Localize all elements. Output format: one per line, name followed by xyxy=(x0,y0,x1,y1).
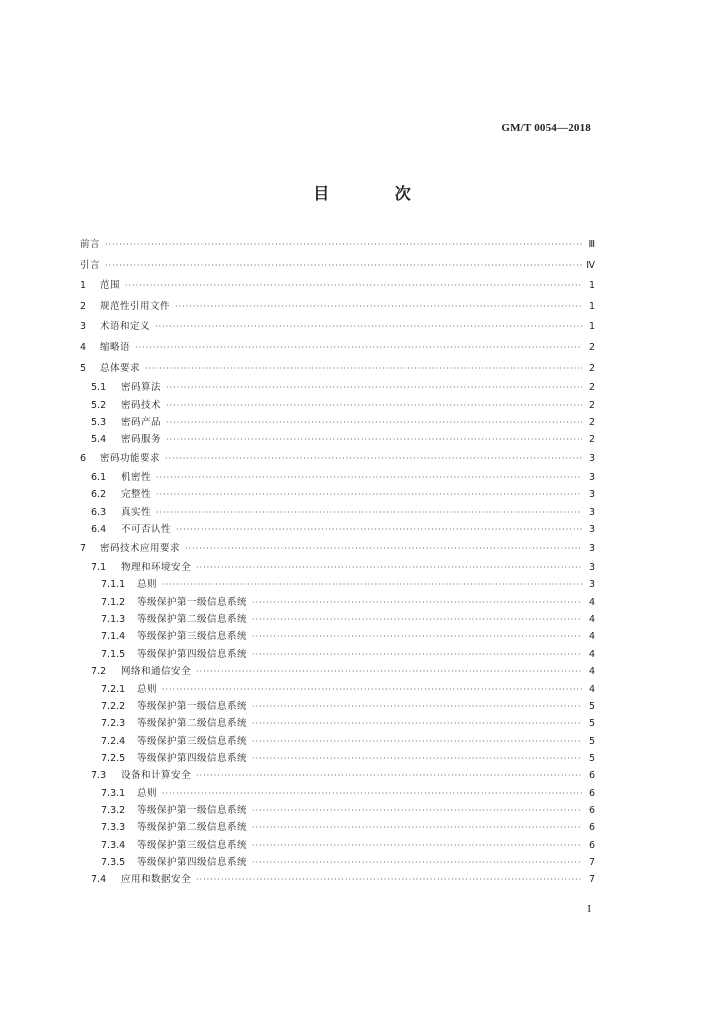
toc-entry-label: 等级保护第二级信息系统 xyxy=(137,822,248,834)
toc-entry[interactable] xyxy=(80,559,595,576)
toc-leader-dots xyxy=(252,715,582,732)
toc-entry-page: 2 xyxy=(588,362,595,374)
toc-leader-dots xyxy=(252,802,582,819)
toc-entry-label: 密码技术 xyxy=(121,399,162,411)
toc-leader-dots xyxy=(162,681,582,698)
toc-leader-dots xyxy=(176,521,582,538)
toc-entry-page: 6 xyxy=(588,839,595,851)
toc-entry[interactable] xyxy=(80,431,595,448)
toc-entry[interactable] xyxy=(80,317,595,338)
toc-entry-page: 3 xyxy=(588,452,595,464)
toc-entry[interactable] xyxy=(80,871,595,888)
toc-entry[interactable] xyxy=(80,594,595,611)
toc-entry-page: 1 xyxy=(588,280,595,292)
toc-entry-label: 完整性 xyxy=(121,489,152,501)
toc-entry-label: 等级保护第三级信息系统 xyxy=(137,631,248,643)
toc-entry-label: 不可否认性 xyxy=(121,524,172,536)
toc-leader-dots xyxy=(166,397,582,414)
toc-entry-page: 3 xyxy=(588,562,595,574)
toc-entry-page: Ⅳ xyxy=(586,259,595,271)
toc-entry-number: 7.2.2 xyxy=(101,700,126,712)
toc-entry-label: 总则 xyxy=(137,579,158,591)
toc-entry[interactable] xyxy=(80,359,595,380)
toc-entry-page: 6 xyxy=(588,804,595,816)
toc-entry-label: 应用和数据安全 xyxy=(121,874,192,886)
toc-entry-number: 5.3 xyxy=(91,416,107,428)
toc-entry-label: 总则 xyxy=(137,787,158,799)
toc-entry[interactable] xyxy=(80,750,595,767)
toc-entry-page: 7 xyxy=(588,856,595,868)
toc-leader-dots xyxy=(156,486,582,503)
toc-entry-number: 7 xyxy=(80,542,87,554)
toc-leader-dots xyxy=(166,379,582,396)
toc-entry-label: 密码技术应用要求 xyxy=(100,542,181,554)
toc-entry-page: 3 xyxy=(588,472,595,484)
toc-entry-page: 4 xyxy=(588,614,595,626)
toc-entry-label: 网络和通信安全 xyxy=(121,666,192,678)
toc-leader-dots xyxy=(196,663,582,680)
toc-entry-page: 3 xyxy=(588,506,595,518)
toc-entry-number: 5.1 xyxy=(91,382,107,394)
toc-entry[interactable] xyxy=(80,767,595,784)
toc-entry[interactable] xyxy=(80,819,595,836)
toc-entry-page: 1 xyxy=(588,300,595,312)
toc-entry[interactable] xyxy=(80,469,595,486)
toc-entry-number: 6 xyxy=(80,452,87,464)
toc-entry-number: 7.1.4 xyxy=(101,631,126,643)
toc-entry[interactable] xyxy=(80,521,595,538)
toc-entry[interactable] xyxy=(80,854,595,871)
toc-entry-number: 7.2 xyxy=(91,666,107,678)
toc-entry-number: 7.1 xyxy=(91,562,107,574)
toc-leader-dots xyxy=(185,539,582,560)
toc-entry-label: 机密性 xyxy=(121,472,152,484)
toc-entry-label: 范围 xyxy=(100,280,121,292)
toc-entry-label: 缩略语 xyxy=(100,341,131,353)
toc-entry-label: 等级保护第一级信息系统 xyxy=(137,700,248,712)
toc-leader-dots xyxy=(252,628,582,645)
toc-entry-number: 7.2.4 xyxy=(101,735,126,747)
toc-entry[interactable] xyxy=(80,715,595,732)
toc-entry[interactable] xyxy=(80,235,595,256)
toc-entry-label: 等级保护第二级信息系统 xyxy=(137,614,248,626)
toc-leader-dots xyxy=(105,235,582,256)
toc-entry-page: 6 xyxy=(588,770,595,782)
toc-entry-number: 6.4 xyxy=(91,524,107,536)
toc-leader-dots xyxy=(162,785,582,802)
toc-entry-number: 5 xyxy=(80,362,87,374)
toc-entry[interactable] xyxy=(80,486,595,503)
toc-entry-number: 7.3.4 xyxy=(101,839,126,851)
toc-leader-dots xyxy=(156,504,582,521)
toc-entry-label: 引言 xyxy=(80,259,101,271)
toc-entry[interactable] xyxy=(80,733,595,750)
toc-entry-page: 3 xyxy=(588,542,595,554)
toc-entry-number: 7.2.5 xyxy=(101,752,126,764)
toc-leader-dots xyxy=(252,698,582,715)
toc-entry-page: 2 xyxy=(588,399,595,411)
page-title: 目 次 xyxy=(313,184,441,203)
toc-entry-number: 5.4 xyxy=(91,434,107,446)
toc-entry-label: 密码算法 xyxy=(121,382,162,394)
toc-entry-page: 6 xyxy=(588,787,595,799)
toc-leader-dots xyxy=(252,646,582,663)
toc-leader-dots xyxy=(196,767,582,784)
toc-entry-label: 密码产品 xyxy=(121,416,162,428)
toc-entry-page: 5 xyxy=(588,752,595,764)
toc-entry[interactable] xyxy=(80,837,595,854)
toc-entry-label: 物理和环境安全 xyxy=(121,562,192,574)
toc-entry-page: 4 xyxy=(588,683,595,695)
toc-entry-label: 总体要求 xyxy=(100,362,141,374)
toc-entry[interactable] xyxy=(80,379,595,396)
toc-leader-dots xyxy=(196,559,582,576)
toc-entry-label: 等级保护第四级信息系统 xyxy=(137,752,248,764)
toc-entry-label: 等级保护第四级信息系统 xyxy=(137,648,248,660)
toc-entry[interactable] xyxy=(80,611,595,628)
toc-entry-page: 6 xyxy=(588,822,595,834)
toc-entry-number: 7.1.2 xyxy=(101,596,126,608)
toc-entry-label: 规范性引用文件 xyxy=(100,300,171,312)
toc-entry[interactable] xyxy=(80,576,595,593)
toc-leader-dots xyxy=(252,750,582,767)
page-number: I xyxy=(587,903,591,915)
toc-entry-page: 1 xyxy=(588,321,595,333)
toc-entry-page: 2 xyxy=(588,382,595,394)
toc-leader-dots xyxy=(175,297,582,318)
toc-entry-number: 3 xyxy=(80,321,87,333)
toc-leader-dots xyxy=(252,854,582,871)
toc-entry-number: 6.2 xyxy=(91,489,107,501)
toc-entry-number: 7.4 xyxy=(91,874,107,886)
toc-entry-number: 7.1.3 xyxy=(101,614,126,626)
toc-entry-page: 4 xyxy=(588,596,595,608)
toc-entry-label: 密码功能要求 xyxy=(100,452,161,464)
toc-entry-label: 总则 xyxy=(137,683,158,695)
toc-entry-number: 7.3.5 xyxy=(101,856,126,868)
toc-entry-number: 6.3 xyxy=(91,506,107,518)
toc-leader-dots xyxy=(156,469,582,486)
toc-entry[interactable] xyxy=(80,397,595,414)
toc-entry-page: 5 xyxy=(588,718,595,730)
toc-leader-dots xyxy=(252,611,582,628)
toc-entry-number: 2 xyxy=(80,300,87,312)
toc-entry[interactable] xyxy=(80,338,595,359)
toc-entry-page: Ⅲ xyxy=(588,239,595,250)
toc-entry[interactable] xyxy=(80,414,595,431)
toc-leader-dots xyxy=(252,733,582,750)
toc-leader-dots xyxy=(252,819,582,836)
toc-leader-dots xyxy=(145,359,582,380)
toc-entry-number: 7.2.3 xyxy=(101,718,126,730)
toc-entry-page: 4 xyxy=(588,631,595,643)
toc-entry-number: 6.1 xyxy=(91,472,107,484)
toc-entry-page: 4 xyxy=(588,648,595,660)
toc-entry-page: 7 xyxy=(588,874,595,886)
toc-entry[interactable] xyxy=(80,297,595,318)
toc-entry-label: 等级保护第三级信息系统 xyxy=(137,735,248,747)
toc-entry-page: 5 xyxy=(588,735,595,747)
toc-entry[interactable] xyxy=(80,785,595,802)
toc-entry-number: 7.3.2 xyxy=(101,804,126,816)
toc-entry-label: 设备和计算安全 xyxy=(121,770,192,782)
toc-entry-label: 术语和定义 xyxy=(100,321,151,333)
toc-entry[interactable] xyxy=(80,646,595,663)
toc-leader-dots xyxy=(135,338,582,359)
toc-entry[interactable] xyxy=(80,539,595,560)
toc-entry-page: 3 xyxy=(588,489,595,501)
toc-entry-page: 3 xyxy=(588,524,595,536)
toc-entry-page: 2 xyxy=(588,434,595,446)
toc-entry-number: 7.1.5 xyxy=(101,648,126,660)
toc-entry[interactable] xyxy=(80,802,595,819)
toc-leader-dots xyxy=(196,871,582,888)
table-of-contents xyxy=(80,235,595,889)
toc-leader-dots xyxy=(155,317,582,338)
toc-entry-page: 5 xyxy=(588,700,595,712)
toc-entry[interactable] xyxy=(80,504,595,521)
toc-entry-number: 7.3 xyxy=(91,770,107,782)
toc-entry-label: 前言 xyxy=(80,239,101,250)
toc-entry-label: 等级保护第四级信息系统 xyxy=(137,856,248,868)
toc-entry-label: 等级保护第一级信息系统 xyxy=(137,596,248,608)
toc-entry-number: 7.3.1 xyxy=(101,787,126,799)
toc-entry-number: 4 xyxy=(80,341,87,353)
toc-entry[interactable] xyxy=(80,628,595,645)
toc-leader-dots xyxy=(166,431,582,448)
toc-entry[interactable] xyxy=(80,276,595,297)
toc-entry[interactable] xyxy=(80,681,595,698)
toc-entry-number: 7.2.1 xyxy=(101,683,126,695)
toc-entry-label: 真实性 xyxy=(121,506,152,518)
toc-entry-label: 等级保护第一级信息系统 xyxy=(137,804,248,816)
toc-entry-page: 2 xyxy=(588,341,595,353)
toc-leader-dots xyxy=(166,414,582,431)
toc-leader-dots xyxy=(125,276,582,297)
toc-leader-dots xyxy=(165,449,582,470)
toc-entry[interactable] xyxy=(80,698,595,715)
toc-entry-page: 3 xyxy=(588,579,595,591)
toc-entry-page: 2 xyxy=(588,416,595,428)
toc-entry-label: 等级保护第三级信息系统 xyxy=(137,839,248,851)
toc-entry-number: 1 xyxy=(80,280,87,292)
toc-leader-dots xyxy=(162,576,582,593)
toc-leader-dots xyxy=(252,837,582,854)
toc-entry-label: 等级保护第二级信息系统 xyxy=(137,718,248,730)
toc-entry-number: 5.2 xyxy=(91,399,107,411)
toc-entry[interactable] xyxy=(80,663,595,680)
toc-entry[interactable] xyxy=(80,449,595,470)
toc-entry[interactable] xyxy=(80,256,595,277)
toc-leader-dots xyxy=(252,594,582,611)
toc-entry-page: 4 xyxy=(588,666,595,678)
toc-entry-number: 7.3.3 xyxy=(101,822,126,834)
toc-entry-number: 7.1.1 xyxy=(101,579,126,591)
toc-entry-label: 密码服务 xyxy=(121,434,162,446)
toc-leader-dots xyxy=(105,256,582,277)
standard-code: GM/T 0054—2018 xyxy=(501,122,591,134)
